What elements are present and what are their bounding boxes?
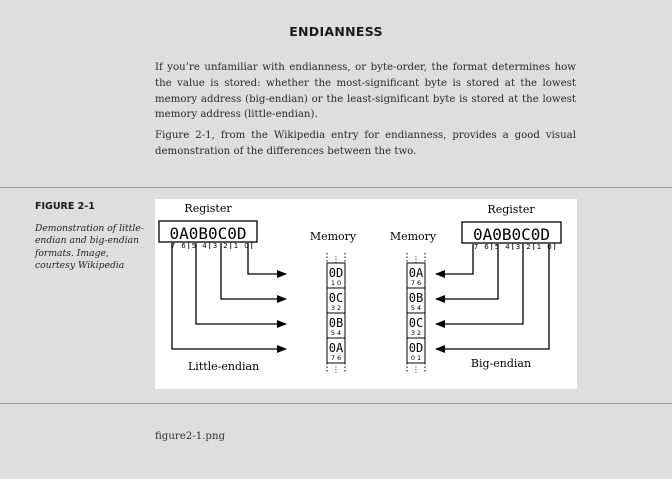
memory-right-cell-byte: 0D (408, 341, 424, 355)
memory-title-left: Memory (309, 230, 357, 243)
memory-left-cell-bits: 3 2 (330, 304, 342, 312)
right-register-bit-0: 0 (547, 243, 552, 251)
section-heading: ENDIANNESS (289, 24, 383, 39)
right-register-bit-4: 4 (505, 243, 510, 251)
right-register-bit-5: 5 (494, 243, 500, 251)
memory-left-cell-byte: 0B (328, 316, 344, 330)
left-register-bit-0: 0 (244, 242, 249, 250)
memory-left-cell-byte: 0A (328, 341, 344, 355)
arrow-byte-0C-little (221, 243, 286, 299)
left-register-bit-1: 1 (233, 242, 239, 250)
paragraph-figure-reference: Figure 2-1, from the Wikipedia entry for endianness, provides a good visual demonstration of the differences between the two. (155, 130, 576, 157)
arrow-byte-0A-big (436, 244, 473, 274)
memory-left-cell-byte: 0D (328, 266, 344, 280)
arrow-byte-0C-big (436, 244, 523, 324)
arrow-byte-0A-little (172, 243, 286, 349)
left-register-bit-3: 3 (212, 242, 218, 250)
left-register-bit-6: 6 (181, 242, 186, 250)
memory-right-cell-bits: 7 6 (410, 279, 422, 287)
memory-right-ellipsis-top: ⋮ (412, 255, 420, 264)
arrow-byte-0B-big (436, 244, 498, 299)
arrow-byte-0D-big (436, 243, 552, 349)
memory-left-cell-bits: 5 4 (330, 329, 342, 337)
right-register-bit-2: 2 (526, 243, 531, 251)
memory-right-cell-bits: 5 4 (410, 304, 422, 312)
memory-title-right: Memory (389, 230, 437, 243)
right-register-title: Register (487, 203, 535, 216)
endianness-figure (155, 199, 577, 389)
left-register-bit-5: 5 (191, 242, 197, 250)
image-filename: figure2-1.png (155, 431, 226, 442)
arrow-byte-0B-little (196, 243, 286, 324)
left-register-bit-2: 2 (223, 242, 228, 250)
memory-left-ellipsis-top: ⋮ (332, 255, 340, 264)
memory-column-little-endian (327, 253, 345, 374)
endianness-diagram (155, 199, 577, 389)
divider-top (0, 187, 672, 188)
right-register-bit-7: 7 (473, 243, 479, 251)
left-register-value: 0A0B0C0D (169, 224, 247, 243)
left-register-bit-indices (171, 242, 252, 250)
left-register-title: Register (184, 202, 232, 215)
paragraph-endianness-intro: If you’re unfamiliar with endianness, or byte-order, the format determines how the value is stored: whether the most-significant byte is stored at the lowest memory address (big-endian) or the least-significant byte is stored at the lowest memory address (little-endian). (155, 62, 576, 121)
figure-label: FIGURE 2-1 (35, 201, 95, 212)
memory-right-cell-byte: 0C (408, 316, 424, 330)
figure-caption: Demonstration of little-endian and big-endian formats. Image, courtesy Wikipedia (35, 223, 144, 272)
memory-right-cell-bits: 3 2 (410, 329, 422, 337)
memory-left-ellipsis-bottom: ⋮ (332, 365, 340, 374)
right-register-bit-1: 1 (536, 243, 542, 251)
memory-left-cell-bits: 7 6 (330, 354, 342, 362)
arrow-byte-0D-little (248, 243, 286, 274)
memory-left-cell-bits: 1 0 (330, 279, 342, 287)
divider-bottom (0, 403, 672, 404)
little-endian-label: Little-endian (188, 360, 260, 373)
right-register-value: 0A0B0C0D (472, 225, 551, 244)
right-register-bit-indices (474, 243, 555, 251)
memory-right-cell-byte: 0B (408, 291, 424, 305)
memory-right-cell-bits: 0 1 (410, 354, 422, 362)
right-register-bit-6: 6 (484, 243, 489, 251)
memory-column-big-endian (407, 253, 425, 374)
left-register-bit-7: 7 (170, 242, 176, 250)
memory-right-cell-byte: 0A (408, 266, 424, 280)
big-endian-label: Big-endian (470, 357, 532, 370)
memory-left-cell-byte: 0C (328, 291, 344, 305)
memory-right-ellipsis-bottom: ⋮ (412, 365, 420, 374)
right-register-bit-3: 3 (515, 243, 521, 251)
left-register-bit-4: 4 (202, 242, 207, 250)
